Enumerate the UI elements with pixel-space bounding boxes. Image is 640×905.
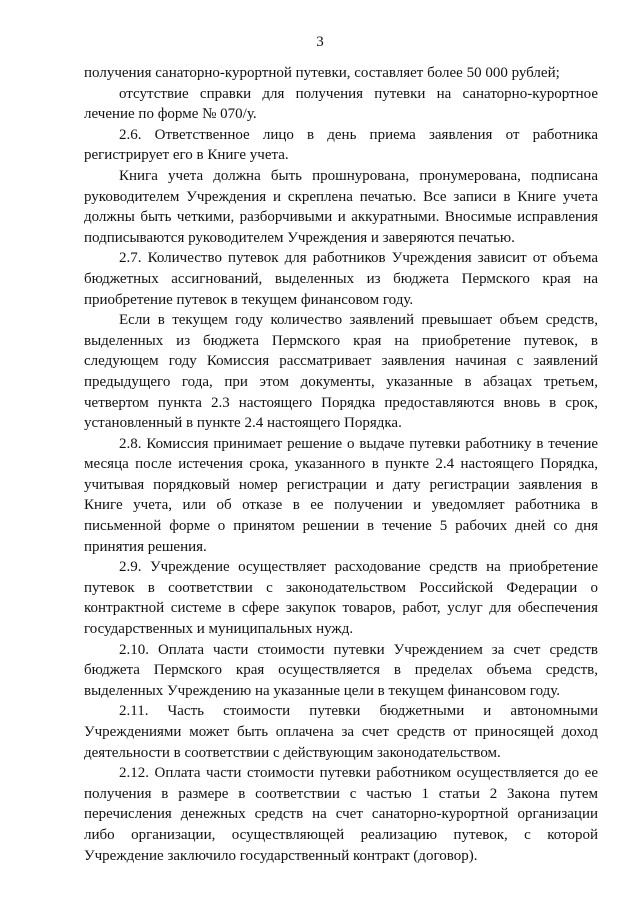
- paragraph: 2.10. Оплата части стоимости путевки Учреждением за счет средств бюджета Пермского края осуществляется в пределах объема средств, выделенных Учреждению на указанные цели в текущем финансовом году.: [84, 641, 598, 699]
- paragraph: 2.9. Учреждение осуществляет расходование средств на приобретение путевок в соответствии с законодательством Российской Федерации о контрактной системе в сфере закупок товаров, работ, услуг для обеспечения государственных и муниципальных нужд.: [84, 559, 598, 638]
- paragraph: 2.12. Оплата части стоимости путевки работником осуществляется до ее получения в размере в соответствии с частью 1 статьи 2 Закона путем перечисления денежных средств на счет санаторно-курортной организации либо организации, осуществляющей реализацию путевок, с которой Учреждение заключило государственный контракт (договор).: [84, 765, 598, 864]
- paragraph: получения санаторно-курортной путевки, составляет более 50 000 рублей;: [84, 65, 560, 81]
- paragraph: 2.7. Количество путевок для работников Учреждения зависит от объема бюджетных ассигнований, выделенных из бюджета Пермского края на приобретение путевок в текущем финансовом году.: [84, 250, 598, 308]
- paragraph: 2.11. Часть стоимости путевки бюджетными и автономными Учреждениями может быть оплачена за счет средств от приносящей доход деятельности в соответствии с действующим законодательством.: [84, 703, 598, 761]
- paragraph: Книга учета должна быть прошнурована, пронумерована, подписана руководителем Учреждения и скреплена печатью. Все записи в Книге учета должны быть четкими, разборчивыми и аккуратными. Вносимые исправления подписываются руководителем Учреждения и заверяются печатью.: [84, 167, 598, 246]
- paragraph: 2.8. Комиссия принимает решение о выдаче путевки работнику в течение месяца после истечения срока, указанного в пункте 2.4 настоящего Порядка, учитывая порядковый номер регистрации и дату регистрации заявления в Книге учета, или об отказе в ее получении и уведомляет работника в письменной форме о принятом решении в течение 5 рабочих дней со дня принятия решения.: [84, 435, 598, 555]
- paragraph: 2.6. Ответственное лицо в день приема заявления от работника регистрирует его в Книге учета.: [84, 126, 598, 164]
- paragraph: отсутствие справки для получения путевки на санаторно-курортное лечение по форме № 070/у.: [84, 85, 598, 123]
- paragraph: Если в текущем году количество заявлений превышает объем средств, выделенных из бюджета Пермского края на приобретение путевок, в следующем году Комиссия рассматривает заявления начиная с заявлений предыдущего года, при этом документы, указанные в абзацах третьем, четвертом пункта 2.3 настоящего Порядка предоставляются вновь в срок, установленный в пункте 2.4 настоящего Порядка.: [84, 312, 598, 432]
- page-number: 3: [316, 34, 324, 50]
- document-body: [84, 63, 598, 866]
